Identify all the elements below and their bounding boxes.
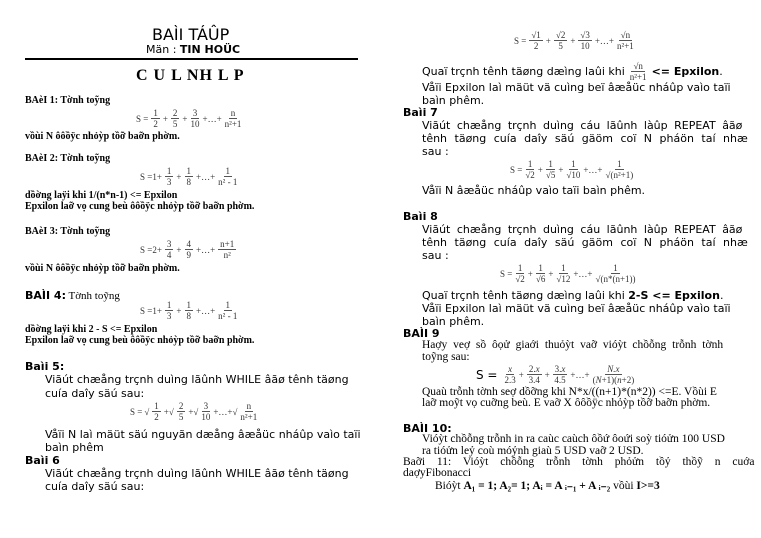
exercise-6-stop-fraction: $\frac{√n}{\text{n²+1}}$ xyxy=(629,61,647,82)
exercise-4-title: Tờnh toỹng xyxy=(65,290,120,302)
exercise-9-formula-rhs: $\frac{x}{2.3}$ + $\frac{2.x}{3.4}$ + $\frac{3.x}{4.5}$ +…+ $\frac{N.x}{(N+1)(n+2)}$ xyxy=(504,364,635,385)
exercise-1-label: BAèI 1: Tờnh toỹng xyxy=(25,95,111,106)
exercise-11-given: Bióỳt xyxy=(435,480,464,492)
exercise-7-label: Baìi 7 xyxy=(403,106,438,119)
exercise-4-formula: S =1+ $\frac{1}{3}$ + $\frac{1}{8}$ +…+ $\frac{1}{\text{n² - 1}}$ xyxy=(140,300,238,321)
exercise-6-stop-text: Quaï trçnh tênh täøng dæìng laûi khi xyxy=(422,65,625,78)
exercise-9-line1: Haợy veợ sồ ôọử giaới thuỏỳt vaỡ vióỳt chồỗng trỗnh tờnh xyxy=(422,339,724,351)
exercise-8-line3: sau : xyxy=(422,249,449,262)
exercise-7-line1: Viãút chæång trçnh duìng cáu lãûnh làûp REPEAT âãø xyxy=(422,119,743,132)
exercise-1-note: vồùi N ôôồÿc nhỏỳp tồỡ baỡn phờm. xyxy=(25,131,180,142)
exercise-6-line3: baìn phêm. xyxy=(422,94,485,107)
exercise-10-label: BAÌI 10: xyxy=(403,422,452,435)
exercise-6-line1: Viãút chæång trçnh duìng lãûnh WHILE âãø tênh täøng xyxy=(45,467,349,480)
period: . xyxy=(719,65,723,78)
exercise-8-line2: tênh täøng cuía daîy säú gäöm coï N pháön taí nhæ xyxy=(422,236,748,249)
exercise-5-line3: Våïi N laì mäüt säú nguyãn dæång âæåüc nháûp vaìo taïi xyxy=(45,428,361,441)
exercise-11-with: vồùi xyxy=(610,480,637,492)
exercise-8-label: Baìi 8 xyxy=(403,210,438,223)
exercise-5-label: Baìi 5: xyxy=(25,360,65,373)
exercise-9-formula-lhs: S = xyxy=(476,367,498,382)
exercise-6-label: Baìi 6 xyxy=(25,454,60,467)
period: . xyxy=(719,289,724,302)
exercise-5-formula: S = √ $\frac{1}{2}$ +√ $\frac{2}{5}$ +√ $\frac{3}{10}$ +…+√ $\frac{n}{\text{n²+1}}$ xyxy=(130,401,258,422)
exercise-8-stop-condition xyxy=(422,289,723,302)
exercise-2-label: BAèI 2: Tờnh toỹng xyxy=(25,153,111,164)
section-title: C U L NH L P xyxy=(136,67,245,84)
exercise-3-label: BAèI 3: Tờnh toỹng xyxy=(25,226,111,237)
exercise-4-number: BAÌI 4: xyxy=(25,289,66,302)
exercise-2-stop-condition: dồờng laÿi khi 1/(n*n-1) <= Epxilon xyxy=(25,190,178,201)
exercise-11-recurrence: A₁ = 1; A₂= 1; Aᵢ = A ᵢ₋₁ + A ᵢ₋₂ xyxy=(463,480,611,492)
exercise-6-line2: cuía daîy säú sau: xyxy=(45,480,145,493)
exercise-8-line6: baìn phêm. xyxy=(422,315,485,328)
exercise-11-line2: daợyFibonacci xyxy=(403,467,472,479)
exercise-9-formula xyxy=(476,364,635,385)
exercise-9-line3: Quaù trỗnh tờnh seợ dồỡng khi N*x/((n+1)*(n*2)) <=E. Vồùi E xyxy=(422,386,717,398)
exercise-11-line3 xyxy=(435,478,660,492)
exercise-7-formula: S = $\frac{1}{√2}$ + $\frac{1}{√5}$ + $\frac{1}{√10}$ +…+ $\frac{1}{\text{√(n²+1)}}$ xyxy=(510,159,634,180)
subject-name: TIN HOÜC xyxy=(179,43,241,56)
exercise-8-line1: Viãút chæång trçnh duìng cáu lãûnh làûp REPEAT âãø xyxy=(422,223,743,236)
exercise-2-formula: S =1+ $\frac{1}{3}$ + $\frac{1}{8}$ +…+ $\frac{1}{\text{n² - 1}}$ xyxy=(140,166,238,187)
exercise-6-formula: S = $\frac{√1}{2}$ + $\frac{√2}{5}$ + $\frac{√3}{10}$ +…+ $\frac{√n}{\text{n²+1}}$ xyxy=(514,30,634,51)
exercise-9-label: BAÌI 9 xyxy=(403,327,440,340)
exercise-5-line2: cuía daîy säú sau: xyxy=(45,387,145,400)
exercise-2-note: Epxilon laỡ vọ cung beù ôôồÿc nhỏỳp tồỡ baỡn phờm. xyxy=(25,201,255,212)
exercise-8-stop-text: Quaï trçnh tênh täøng dæìng laûi khi xyxy=(422,289,629,302)
exercise-4-note: Epxilon laỡ vọ cung beù ôôồÿc nhỏỳp tồỡ baỡn phờm. xyxy=(25,335,255,346)
subject-line xyxy=(146,43,240,56)
exercise-10-line1: Vióỳt chồỗng trỗnh in ra caùc caùch ôồứ ôoứi soỳ tióửn 100 USD xyxy=(422,433,725,445)
exercise-1-formula: S = $\frac{1}{2}$ + $\frac{2}{5}$ + $\frac{3}{10}$ +…+ $\frac{n}{\text{n²+1}}$ xyxy=(136,108,242,129)
exercise-8-stop-epxilon: 2-S <= Epxilon xyxy=(628,289,720,302)
header-divider xyxy=(25,58,358,60)
exercise-7-line4: Våïi N âæåüc nháûp vaìo taïi baìn phêm. xyxy=(422,184,646,197)
exercise-5-line4: baìn phêm xyxy=(45,441,104,454)
exercise-11-condition: I>=3 xyxy=(636,480,660,492)
exercise-4-label xyxy=(25,286,120,304)
exercise-10-line2: ra tióửn leỷ coù móỷnh giaù 5 USD vaỡ 2 USD. xyxy=(422,445,644,457)
subject-prefix: Män : xyxy=(146,43,180,56)
exercise-6-stop-condition xyxy=(422,61,723,82)
exercise-11-line1: Baỡi 11: Vióỳt chồỗng trỗnh tờnh phỏửn tồỷ thồỹ n cuớa xyxy=(403,456,755,468)
exercise-7-line2: tênh täøng cuía daîy säú gäöm coï N pháön taí nhæ xyxy=(422,132,748,145)
exercise-3-note: vồùi N ôôồÿc nhỏỳp tồỡ baỡn phờm. xyxy=(25,263,180,274)
exercise-8-formula: S = $\frac{1}{√2}$ + $\frac{1}{√6}$ + $\frac{1}{√12}$ +…+ $\frac{1}{√(n*(n+1))}$ xyxy=(500,263,636,284)
exercise-6-line2: Våïi Epxilon laì mäüt vä cuìng beï âæåüc nháûp vaìo taïi xyxy=(422,81,731,94)
exercise-6-stop-epxilon: <= Epxilon xyxy=(651,65,720,78)
exercise-4-stop-condition: dồờng laÿi khi 2 - S <= Epxilon xyxy=(25,324,158,335)
exercise-9-line2: toỹng sau: xyxy=(422,351,470,363)
exercise-7-line3: sau : xyxy=(422,145,449,158)
exercise-3-formula: S =2+ $\frac{3}{4}$ + $\frac{4}{9}$ +…+ $\frac{n+1}{\text{n²}}$ xyxy=(140,239,235,260)
exercise-5-line1: Viãút chæång trçnh duìng lãûnh WHILE âãø tênh täøng xyxy=(45,373,349,386)
document-title: BAÌI TÁÛP xyxy=(152,25,230,44)
exercise-8-line5: Våïi Epxilon laì mäüt vä cuìng beï âæåüc nháûp vaìo taïi xyxy=(422,302,731,315)
exercise-9-line4: laỡ moỹt vọ cuỡng beù. E vaỡ X ôôồÿc nhỏỳp tồỡ baỡn phờm. xyxy=(422,397,711,409)
